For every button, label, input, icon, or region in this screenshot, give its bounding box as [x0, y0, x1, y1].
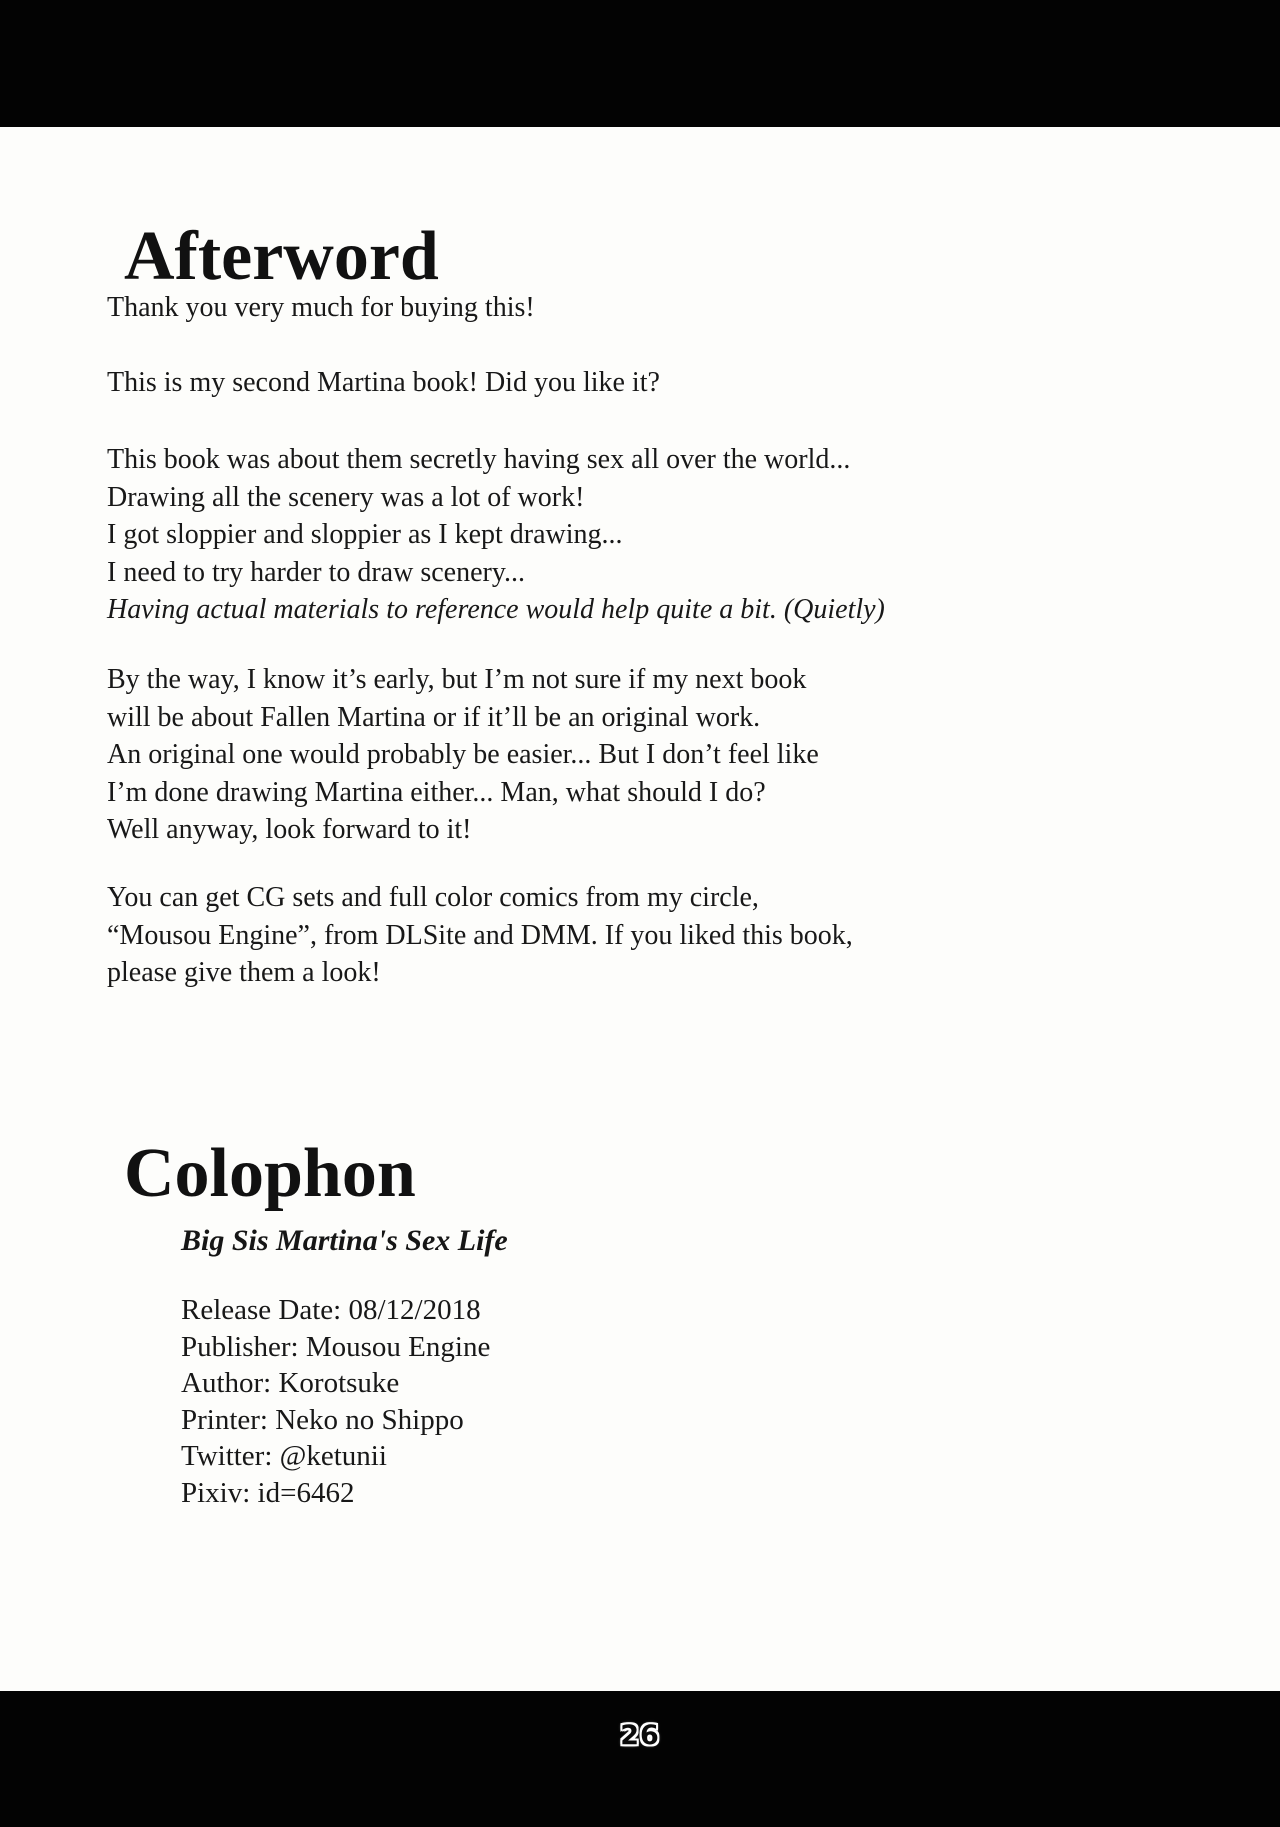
paragraph-line: Drawing all the scenery was a lot of work!	[107, 481, 585, 513]
paragraph-line: You can get CG sets and full color comics from my circle,	[107, 882, 759, 913]
colophon-entries	[181, 1292, 490, 1511]
paragraph-line: Well anyway, look forward to it!	[107, 814, 472, 845]
afterword-paragraph-3	[107, 441, 1167, 629]
afterword-heading: Afterword	[124, 217, 439, 295]
colophon-entry-publisher: Publisher: Mousou Engine	[181, 1330, 491, 1363]
colophon-entry-release-date: Release Date: 08/12/2018	[181, 1294, 481, 1326]
colophon-entry-pixiv: Pixiv: id=6462	[181, 1476, 355, 1509]
afterword-paragraph-4	[107, 661, 1167, 849]
bottom-black-border	[0, 1691, 1280, 1827]
paragraph-line: I got sloppier and sloppier as I kept drawing...	[107, 519, 623, 550]
paragraph-line: will be about Fallen Martina or if it’ll be an original work.	[107, 701, 761, 733]
paragraph-line: An original one would probably be easier... But I don’t feel like	[107, 739, 819, 770]
paragraph-line: This book was about them secretly having sex all over the world...	[107, 444, 851, 475]
afterword-paragraph-1	[107, 289, 1167, 327]
page-number: 26	[620, 1720, 660, 1751]
colophon-heading: Colophon	[124, 1134, 416, 1212]
paragraph-line: Thank you very much for buying this!	[107, 292, 535, 323]
afterword-paragraph-5	[107, 879, 1167, 992]
paragraph-line: By the way, I know it’s early, but I’m not sure if my next book	[107, 664, 807, 695]
colophon-entry-printer: Printer: Neko no Shippo	[181, 1403, 464, 1436]
paragraph-line: This is my second Martina book! Did you like it?	[107, 367, 660, 398]
colophon-entry-twitter: Twitter: @ketunii	[181, 1440, 387, 1472]
paragraph-line: please give them a look!	[107, 957, 381, 988]
afterword-paragraph-2	[107, 364, 1167, 402]
page-content	[0, 127, 1280, 1691]
colophon-entry-author: Author: Korotsuke	[181, 1367, 400, 1399]
paragraph-line-italic: Having actual materials to reference would help quite a bit. (Quietly)	[107, 594, 885, 625]
paragraph-line: “Mousou Engine”, from DLSite and DMM. If you liked this book,	[107, 919, 853, 951]
book-title: Big Sis Martina's Sex Life	[181, 1224, 508, 1257]
paragraph-line: I need to try harder to draw scenery...	[107, 556, 526, 588]
paragraph-line: I’m done drawing Martina either... Man, what should I do?	[107, 776, 766, 808]
top-black-border	[0, 0, 1280, 127]
